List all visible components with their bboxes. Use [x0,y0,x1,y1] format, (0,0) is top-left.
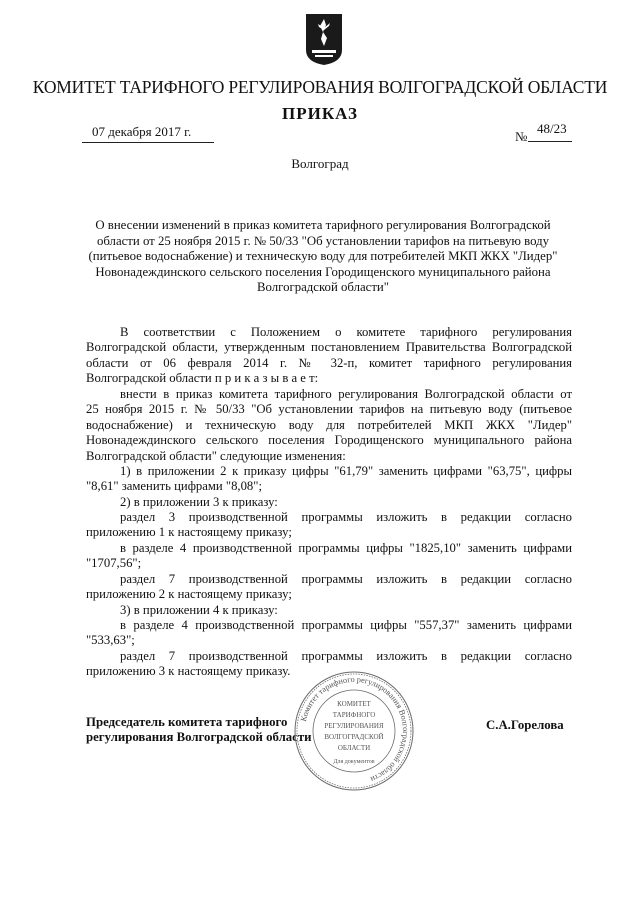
paragraph-line: водоснабжение) и техническую воду для потребителей МКП ЖКХ "Лидер" [86,417,572,432]
paragraph-line: 25 ноября 2015 г. № 50/33 "Об установлении тарифов на питьевую воду (питьевое [86,402,572,417]
coat-of-arms-icon [304,12,344,66]
paragraph-line: "8,61" заменить цифрами "8,08"; [86,479,262,494]
date-underline [82,142,214,143]
item-2c [86,572,572,603]
document-title: ПРИКАЗ [282,104,358,123]
committee-name: КОМИТЕТ ТАРИФНОГО РЕГУЛИРОВАНИЯ ВОЛГОГРАДСКОЙ ОБЛАСТИ [32,77,608,97]
stamp-center-line: ВОЛГОГРАДСКОЙ [324,733,384,741]
paragraph-line: Новонадеждинского сельского поселения Городищенского муниципального района [86,433,572,448]
paragraph-line: внести в приказ комитета тарифного регулирования Волгоградской области от [120,387,572,401]
paragraph-line: Волгоградской области, утвержденным постановлением Правительства Волгоградской [86,340,572,355]
paragraph-line: приложению 1 к настоящему приказу; [86,525,292,540]
signatory-name: С.А.Горелова [486,718,564,732]
stamp-center-line: КОМИТЕТ [337,700,371,708]
item-2a [86,510,572,541]
stamp-ring-text: Комитет тарифного регулирования Волгоградской области [298,674,411,784]
paragraph-line: области от 06 февраля 2014 г. № 32-п, комитет тарифного регулирования [86,355,572,370]
item-2 [86,495,572,510]
position-line: Председатель комитета тарифного [86,715,288,729]
subject-line: (питьевое водоснабжение) и техническую воду для потребителей МКП ЖКХ "Лидер" [88,249,558,264]
order-date: 07 декабря 2017 г. [92,124,192,139]
paragraph-line: в разделе 4 производственной программы цифры "1825,10" заменить цифрами [120,541,572,555]
number-underline [528,141,572,142]
paragraph-line: приложению 3 к настоящему приказу. [86,664,291,679]
paragraph-line: в разделе 4 производственной программы цифры "557,37" заменить цифрами [120,618,572,632]
paragraph-line: 2) в приложении 3 к приказу: [120,495,278,509]
subject-line: области от 25 ноября 2015 г. № 50/33 "Об установлении тарифов на питьевую воду [96,233,550,248]
subject-line: Новонадеждинского сельского поселения Городищенского муниципального района [95,264,551,279]
stamp-center-line: ТАРИФНОГО [332,711,376,719]
position-line: регулирования Волгоградской области [86,730,312,744]
paragraph-line: раздел 3 производственной программы изложить в редакции согласно [120,510,572,524]
item-2b [86,541,572,572]
official-seal-icon [292,670,416,792]
signatory-position [86,715,312,745]
paragraph-line: раздел 7 производственной программы изложить в редакции согласно [120,649,572,663]
preamble-paragraph [86,325,572,387]
stamp-bottom-text: Для документов [333,759,375,765]
number-sign: № [515,129,528,144]
item-3 [86,603,572,618]
stamp-center-line: ОБЛАСТИ [337,744,371,752]
subject-line: О внесении изменений в приказ комитета тарифного регулирования Волгоградской [95,218,551,232]
intro-paragraph [86,387,572,464]
item-1 [86,464,572,495]
paragraph-line: "1707,56"; [86,556,142,571]
paragraph-line: 3) в приложении 4 к приказу: [120,603,278,617]
paragraph-line: 1) в приложении 2 к приказу цифры "61,79" заменить цифрами "63,75", цифры [120,464,572,478]
paragraph-line: раздел 7 производственной программы изложить в редакции согласно [120,572,572,586]
item-3a [86,618,572,649]
subject-line: Волгоградской области" [256,280,389,295]
order-subject [78,218,568,296]
order-number: 48/23 [537,121,567,136]
paragraph-line: "533,63"; [86,633,135,648]
paragraph-line: Волгоградской области п р и к а з ы в а е т: [86,371,319,386]
city: Волгоград [291,156,349,171]
paragraph-line: приложению 2 к настоящему приказу; [86,587,292,602]
paragraph-line: В соответствии с Положением о комитете тарифного регулирования [120,325,572,339]
paragraph-line: Волгоградской области" следующие изменения: [86,448,346,463]
stamp-center-line: РЕГУЛИРОВАНИЯ [324,722,384,730]
